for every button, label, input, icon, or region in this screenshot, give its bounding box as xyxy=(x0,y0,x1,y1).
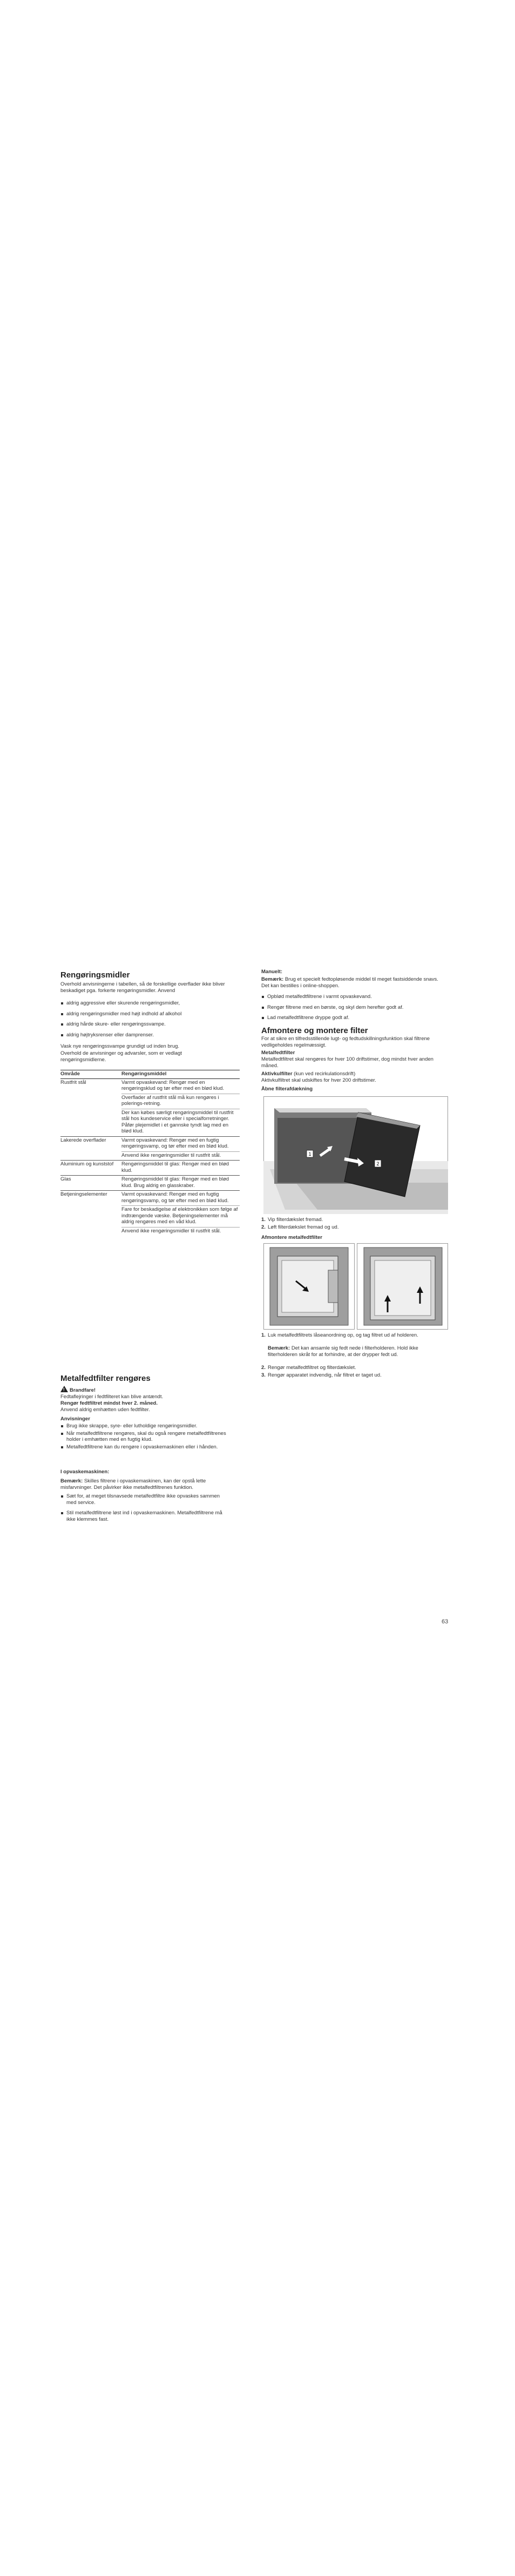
table-cell: Anvend ikke rengøringsmidler til rustfrit stål. xyxy=(121,1227,240,1236)
remove-filter-steps xyxy=(261,1332,439,1340)
carbon-filter-text: Aktivkulfiltret skal udskiftes for hver 200 driftstimer. xyxy=(261,1077,376,1083)
list-item xyxy=(261,1372,439,1379)
table-cell-area: Lakerede overflader xyxy=(60,1136,121,1161)
list-item: aldrig hårde skure- eller rengøringssvampe. xyxy=(60,1021,239,1028)
step-text: Luk metalfedtfiltrets låseanordning op, og tag filtret ud af holderen. xyxy=(268,1332,418,1338)
note-label: Bemærk: xyxy=(261,976,284,982)
fire-warning-label: Brandfare! xyxy=(70,1387,96,1393)
cleaning-agents-title: Rengøringsmidler xyxy=(60,970,130,980)
step-text: Vip filterdækslet fremad. xyxy=(268,1217,323,1223)
remove-metal-filter-heading: Afmontere metalfedtfilter xyxy=(261,1235,322,1240)
open-cover-illustration xyxy=(263,1096,448,1214)
table-cell: Varmt opvaskevand: Rengør med en fugtig rengøringsvamp, og tør efter med en blød klud. xyxy=(121,1191,240,1206)
table-row xyxy=(60,1136,240,1151)
table-cell-area: Rustfrit stål xyxy=(60,1078,121,1136)
step-number: 1. xyxy=(261,1217,266,1223)
list-item xyxy=(261,1217,445,1223)
filter-panel-left xyxy=(264,1244,355,1330)
table-row xyxy=(60,1161,240,1176)
carbon-filter-label: Aktivkulfilter xyxy=(261,1071,293,1077)
list-item: aldrig aggressive eller skurende rengøringsmidler, xyxy=(60,1000,239,1007)
table-cell: Rengøringsmiddel til glas: Rengør med en blød klud. Brug aldrig en glasskraber. xyxy=(121,1176,240,1191)
table-header-agent: Rengøringsmiddel xyxy=(121,1070,240,1079)
step-text: Løft filterdækslet fremad og ud. xyxy=(268,1224,339,1230)
figure-label-2: 2 xyxy=(376,1161,380,1166)
never-without-filter-text: Anvend aldrig emhætten uden fedtfilter. xyxy=(60,1407,150,1413)
table-row xyxy=(60,1078,240,1094)
step-text: Rengør apparatet indvendig, når filtret er taget ud. xyxy=(268,1372,382,1378)
page-number: 63 xyxy=(442,1619,449,1625)
metal-filter-heading: Metalfedtfilter xyxy=(261,1050,295,1056)
metal-filter-text: Metalfedtfiltret skal rengøres for hver 100 driftstimer, dog mindst hver anden måned. xyxy=(261,1056,433,1069)
table-row xyxy=(60,1176,240,1191)
step-number: 1. xyxy=(261,1332,266,1338)
list-item: aldrig rengøringsmidler med højt indhold af alkohol xyxy=(60,1011,239,1017)
table-cell: Rengøringsmiddel til glas: Rengør med en blød klud. xyxy=(121,1161,240,1176)
table-header-area: Område xyxy=(60,1070,121,1079)
clean-interval-text: Rengør fedtfiltret mindst hver 2. måned. xyxy=(60,1400,158,1406)
follow-instructions-text: Overhold de anvisninger og advarsler, som er vedlagt rengøringsmidlerne. xyxy=(60,1050,182,1063)
list-item: Lad metalfedtfiltrene dryppe godt af. xyxy=(261,1015,439,1021)
wash-new-sponges-text: Vask nye rengøringssvampe grundigt ud inden brug. xyxy=(60,1043,180,1049)
table-cell-area: Glas xyxy=(60,1176,121,1191)
table-cell-area: Aluminium og kunststof xyxy=(60,1161,121,1176)
fire-warning xyxy=(60,1386,239,1394)
cleaning-dont-list xyxy=(60,1000,239,1042)
step-number: 3. xyxy=(261,1372,266,1378)
metal-filter-clean-title: Metalfedtfilter rengøres xyxy=(60,1374,151,1383)
cleaning-table xyxy=(60,1070,240,1236)
list-item: Når metalfedtfiltrene rengøres, skal du også rengøre metalfedtfiltrenes holder i emhætten med en fugtig klud. xyxy=(60,1431,233,1443)
notes-heading: Anvisninger xyxy=(60,1416,90,1422)
list-item: Metalfedtfiltrene kan du rengøre i opvaskemaskinen eller i hånden. xyxy=(60,1444,233,1451)
manual-heading: Manuelt: xyxy=(261,969,283,975)
table-cell: Varmt opvaskevand: Rengør med en rengøringsklud og tør efter med en blød klud. xyxy=(121,1078,240,1094)
note-label: Bemærk: xyxy=(268,1345,290,1351)
remove-filter-steps-2 xyxy=(261,1365,439,1379)
list-item xyxy=(261,1224,445,1231)
warning-icon xyxy=(60,1386,68,1392)
remove-filter-note xyxy=(268,1345,439,1358)
list-item: Rengør filtrene med en børste, og skyl dem herefter godt af. xyxy=(261,1004,439,1011)
list-item: aldrig højtryksrenser eller damprenser. xyxy=(60,1032,239,1039)
list-item: Sæt for, at meget tilsnavsede metalfedtfiltre ikke opvaskes sammen med service. xyxy=(60,1493,228,1506)
notes-list xyxy=(60,1423,233,1451)
manual-list xyxy=(261,994,439,1026)
carbon-filter-heading xyxy=(261,1071,355,1077)
table-cell: Anvend ikke rengøringsmidler til rustfrit stål. xyxy=(121,1151,240,1161)
table-cell: Der kan købes særligt rengøringsmiddel til rustfrit stål hos kundeservice eller i specialforretninger. Påfør plejemidlet i et gannske tyndt lag med en blød klud. xyxy=(121,1109,240,1136)
filter-panel-right xyxy=(357,1244,448,1330)
manual-note xyxy=(261,976,439,989)
open-cover-heading: Åbne filterafdækning xyxy=(261,1086,313,1092)
note-label: Bemærk: xyxy=(60,1478,83,1484)
table-cell: Overflader af rustfrit stål må kun rengøres i polerings-retning. xyxy=(121,1094,240,1109)
table-cell-area: Betjeningselementer xyxy=(60,1191,121,1236)
cleaning-intro: Overhold anvisningerne i tabellen, så de forskellige overflader ikke bliver beskadiget pga. forkerte rengøringsmidler. Anvend xyxy=(60,981,225,994)
table-cell: Varmt opvaskevand: Rengør med en fugtig rengøringsvamp, og tør efter med en blød klud. xyxy=(121,1136,240,1151)
list-item: Opblød metalfedtfiltrene i varmt opvaskevand. xyxy=(261,994,439,1000)
note-text: Brug et specielt fedtopløsende middel til meget fastsiddende snavs. Det kan bestilles i online-shoppen. xyxy=(261,976,438,989)
table-cell: Fare for beskadigelse af elektronikken som følge af indtrængende væske. Betjeningselementer må aldrig rengøres med en våd klud. xyxy=(121,1206,240,1228)
table-row xyxy=(60,1191,240,1206)
open-cover-steps xyxy=(261,1217,445,1231)
list-item: Stil metalfedtfiltrene løst ind i opvaskemaskinen. Metalfedtfiltrene må ikke klemmes fast. xyxy=(60,1510,228,1522)
figure-label-1: 1 xyxy=(308,1151,311,1157)
dishwasher-heading: I opvaskemaskinen: xyxy=(60,1469,110,1475)
remove-intro: For at sikre en tilfredsstillende lugt- og fedtudskillningsfunktion skal filtrene vedligeholdes regelmæssigt. xyxy=(261,1036,430,1048)
fire-warning-text: Fedtaflejringer i fedtfilteret kan blive antændt. xyxy=(60,1394,164,1400)
dishwasher-list xyxy=(60,1493,228,1527)
step-number: 2. xyxy=(261,1365,266,1371)
carbon-filter-suffix: (kun ved recirkulationsdrift) xyxy=(292,1071,356,1077)
remove-filter-illustration xyxy=(263,1243,448,1330)
note-text: Det kan ansamle sig fedt nede i filterholderen. Hold ikke filterholderen skråt for at forhindre, at der drypper fedt ud. xyxy=(268,1345,418,1358)
list-item: Brug ikke skrappe, syre- eller lutholdige rengøringsmidler. xyxy=(60,1423,233,1429)
step-number: 2. xyxy=(261,1224,266,1230)
remove-mount-filter-title: Afmontere og montere filter xyxy=(261,1026,368,1035)
dishwasher-note xyxy=(60,1478,239,1491)
step-text: Rengør metalfedtfiltret og filterdækslet. xyxy=(268,1365,356,1371)
note-text: Skilles filtrene i opvaskemaskinen, kan der opstå lette misfarvninger. Det påvirker ikke metalfedtfiltrenes funktion. xyxy=(60,1478,206,1491)
list-item xyxy=(261,1332,439,1339)
list-item xyxy=(261,1365,439,1371)
